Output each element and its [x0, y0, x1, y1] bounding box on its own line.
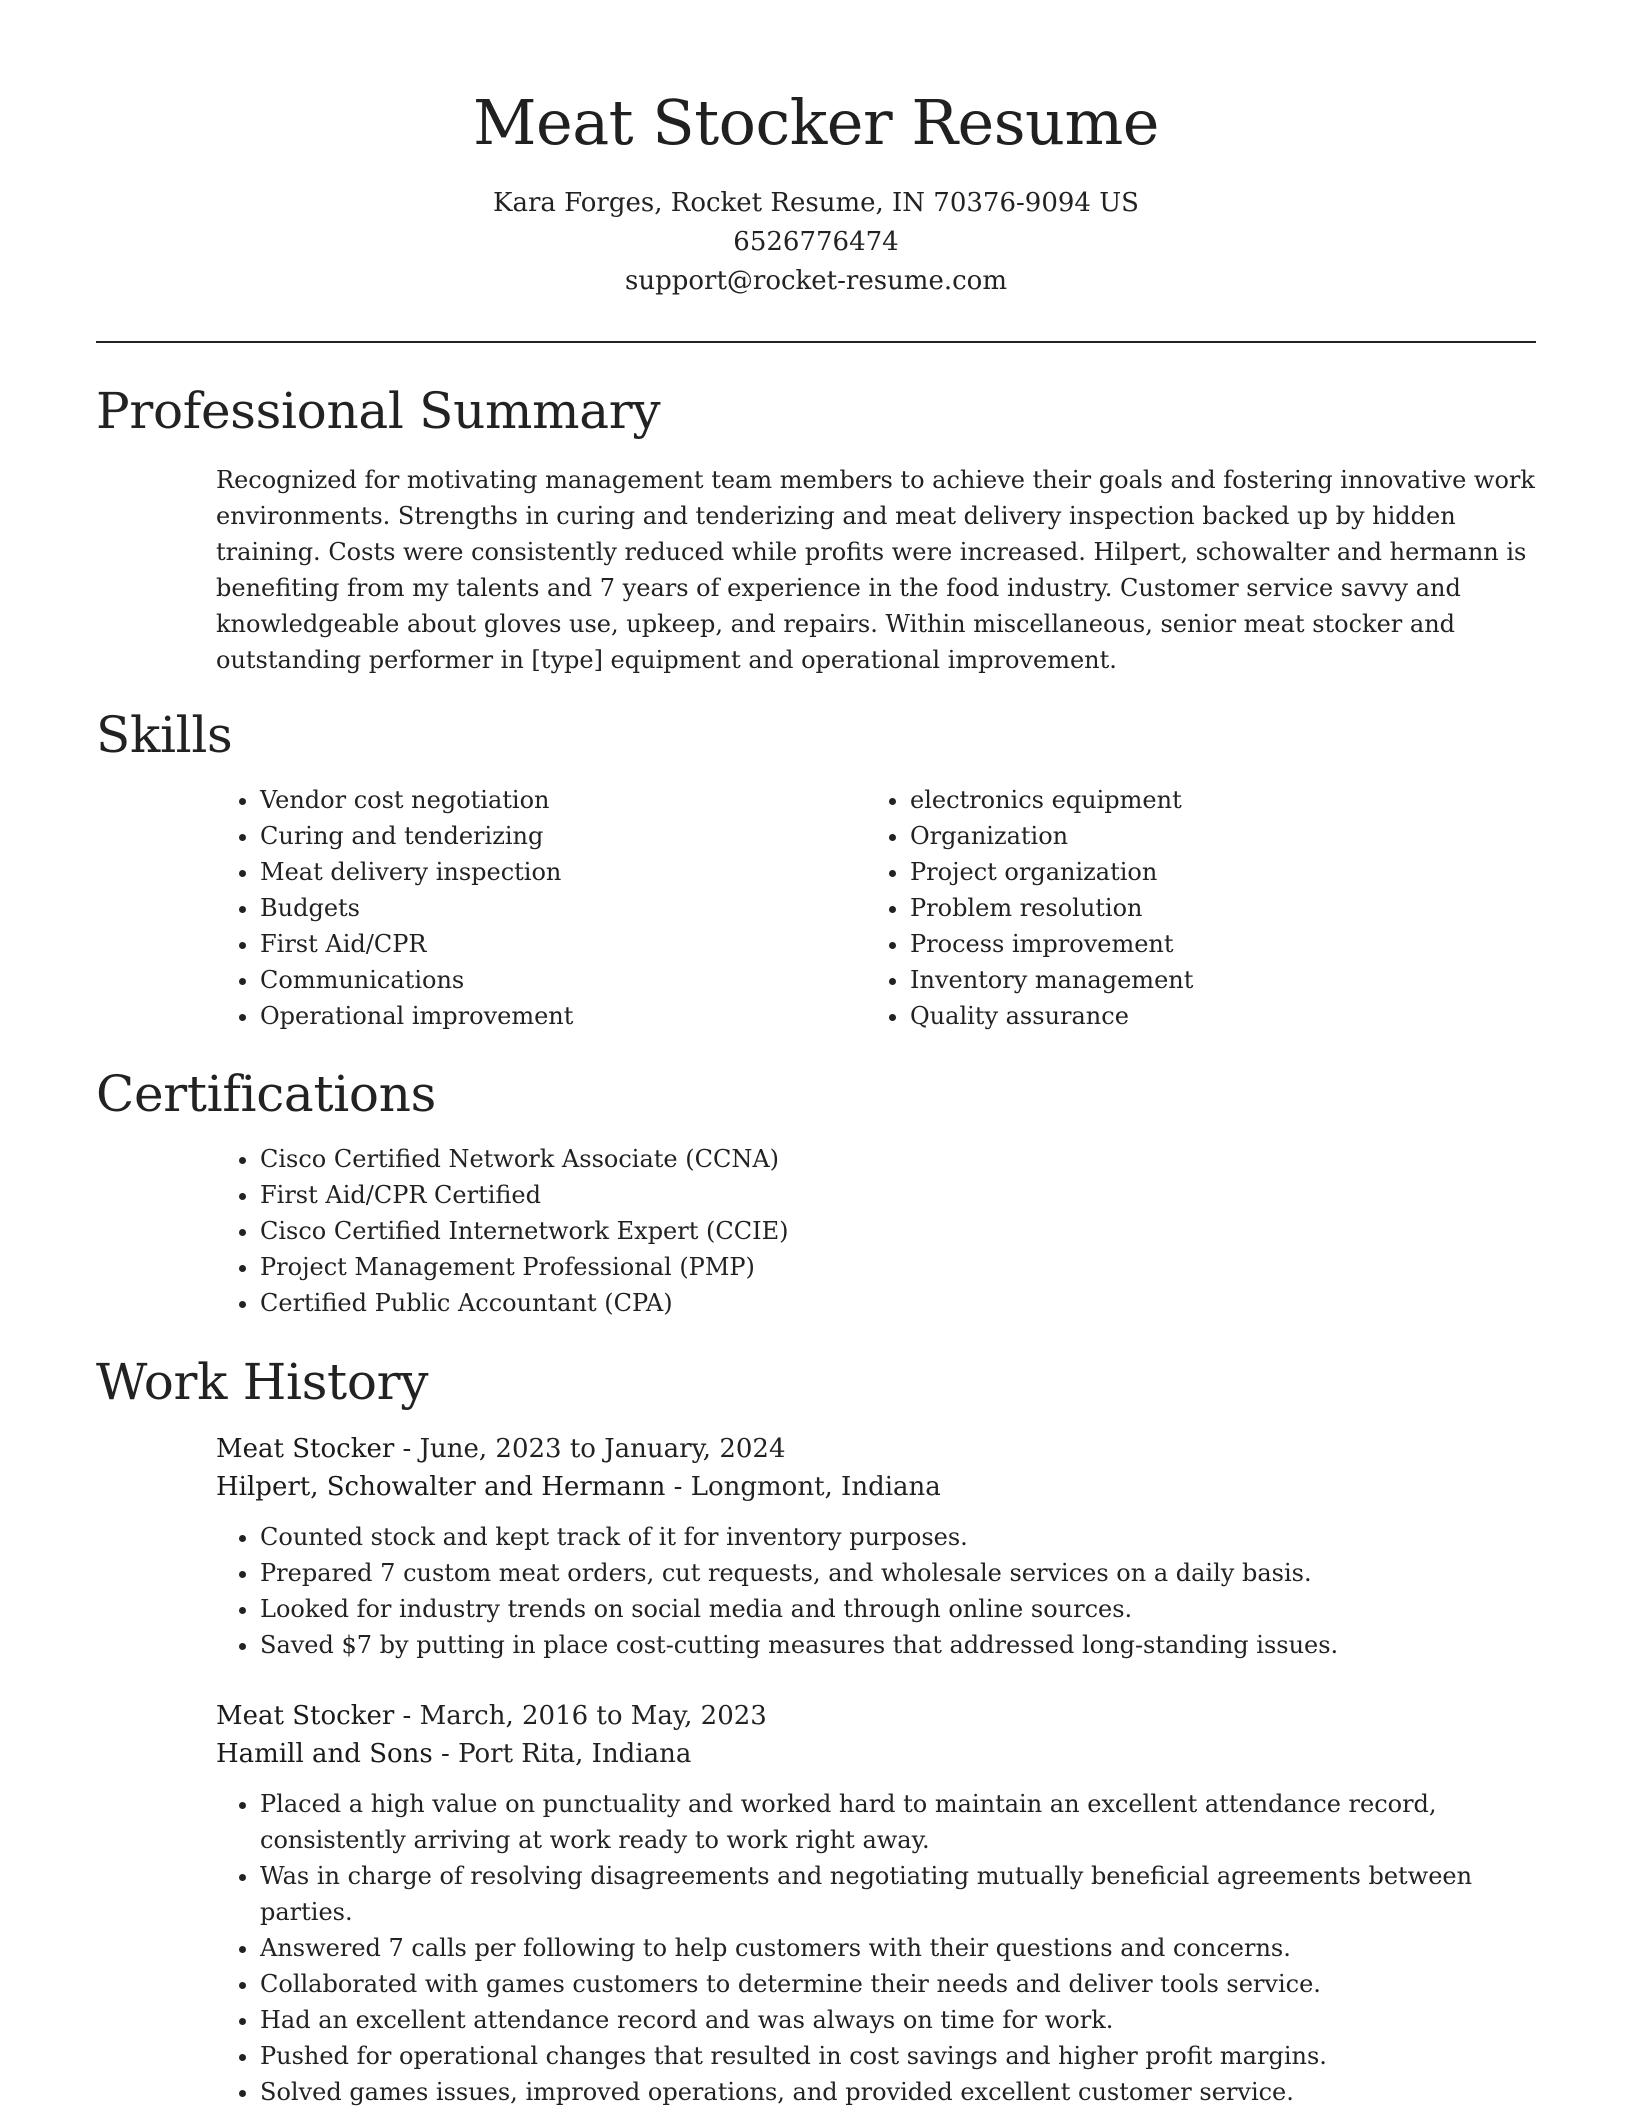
skills-column-left: [216, 782, 866, 1034]
job-dates: - March, 2016 to May, 2023: [394, 1701, 767, 1731]
skills-columns: [216, 782, 1536, 1034]
skill-item: • Meat delivery inspection: [260, 854, 866, 890]
certifications-block: [216, 1141, 1536, 1321]
job-entry: [216, 1430, 1536, 1663]
header-divider: [96, 341, 1536, 343]
job-entry: [216, 1697, 1536, 2110]
job-bullets: [216, 1786, 1536, 2110]
contact-block: [96, 184, 1536, 301]
skill-item: • Problem resolution: [910, 890, 1516, 926]
job-company: Hamill and Sons: [216, 1739, 433, 1769]
job-bullet: • Collaborated with games customers to determine their needs and deliver tools service.: [260, 1966, 1536, 2002]
resume-page: [96, 0, 1536, 2110]
skill-item: • Operational improvement: [260, 998, 866, 1034]
skill-item: • Inventory management: [910, 962, 1516, 998]
certification-item: • First Aid/CPR Certified: [260, 1177, 1536, 1213]
job-bullet: • Was in charge of resolving disagreements and negotiating mutually beneficial agreements between parties.: [260, 1858, 1536, 1930]
job-company: Hilpert, Schowalter and Hermann: [216, 1472, 666, 1502]
job-company-line: [216, 1468, 1536, 1506]
skill-item: • Process improvement: [910, 926, 1516, 962]
skill-item: • Curing and tenderizing: [260, 818, 866, 854]
job-bullet: • Solved games issues, improved operations, and provided excellent customer service.: [260, 2074, 1536, 2110]
job-bullets-block: [216, 1519, 1536, 1663]
job-bullets-block: [216, 1786, 1536, 2110]
job-title: Meat Stocker: [216, 1434, 395, 1464]
job-bullet: • Answered 7 calls per following to help customers with their questions and concerns.: [260, 1930, 1536, 1966]
contact-address: Kara Forges, Rocket Resume, IN 70376-9094 US: [493, 188, 1139, 218]
job-title: Meat Stocker: [216, 1701, 395, 1731]
job-company-line: [216, 1735, 1536, 1773]
skill-item: • Project organization: [910, 854, 1516, 890]
certification-item: • Project Management Professional (PMP): [260, 1249, 1536, 1285]
job-bullet: • Pushed for operational changes that resulted in cost savings and higher profit margins.: [260, 2038, 1536, 2074]
job-bullet: • Saved $7 by putting in place cost-cutting measures that addressed long-standing issues.: [260, 1627, 1536, 1663]
job-bullet: • Had an excellent attendance record and was always on time for work.: [260, 2002, 1536, 2038]
job-title-line: [216, 1697, 1536, 1735]
job-location: - Port Rita, Indiana: [432, 1739, 692, 1769]
skill-item: • Quality assurance: [910, 998, 1516, 1034]
skills-list-left: [216, 782, 866, 1034]
job-title-line: [216, 1430, 1536, 1468]
job-location: - Longmont, Indiana: [665, 1472, 941, 1502]
job-bullet: • Prepared 7 custom meat orders, cut requests, and wholesale services on a daily basis.: [260, 1555, 1536, 1591]
certification-item: • Cisco Certified Internetwork Expert (CCIE): [260, 1213, 1536, 1249]
skills-list-right: [866, 782, 1516, 1034]
job-bullet: • Placed a high value on punctuality and worked hard to maintain an excellent attendance record, consistently arriving at work ready to work right away.: [260, 1786, 1536, 1858]
resume-title: Meat Stocker Resume: [473, 86, 1159, 159]
skill-item: • Organization: [910, 818, 1516, 854]
skill-item: • Vendor cost negotiation: [260, 782, 866, 818]
certifications-list: [216, 1141, 1536, 1321]
skill-item: • Budgets: [260, 890, 866, 926]
summary-text: Recognized for motivating management team members to achieve their goals and fostering innovative work environments. Strengths in curing and tenderizing and meat delivery inspection backed up by hidden training. Costs were consistently reduced while profits were increased. Hilpert, schowalter and hermann is benefiting from my talents and 7 years of experience in the food industry. Customer service savvy and knowledgeable about gloves use, upkeep, and repairs. Within miscellaneous, senior meat stocker and outstanding performer in [type] equipment and operational improvement.: [216, 466, 1535, 674]
certification-item: • Cisco Certified Network Associate (CCNA): [260, 1141, 1536, 1177]
job-bullets: [216, 1519, 1536, 1663]
skill-item: • electronics equipment: [910, 782, 1516, 818]
contact-email: support@rocket-resume.com: [624, 266, 1007, 296]
skill-item: • First Aid/CPR: [260, 926, 866, 962]
contact-phone: 6526776474: [733, 227, 899, 257]
work-history-heading: Work History: [96, 1353, 429, 1411]
skill-item: • Communications: [260, 962, 866, 998]
skills-column-right: [866, 782, 1516, 1034]
skills-heading: Skills: [96, 706, 233, 764]
job-bullet: • Counted stock and kept track of it for inventory purposes.: [260, 1519, 1536, 1555]
certification-item: • Certified Public Accountant (CPA): [260, 1285, 1536, 1321]
job-dates: - June, 2023 to January, 2024: [394, 1434, 786, 1464]
certifications-heading: Certifications: [96, 1065, 436, 1123]
summary-heading: Professional Summary: [96, 382, 661, 440]
job-bullet: • Looked for industry trends on social media and through online sources.: [260, 1591, 1536, 1627]
